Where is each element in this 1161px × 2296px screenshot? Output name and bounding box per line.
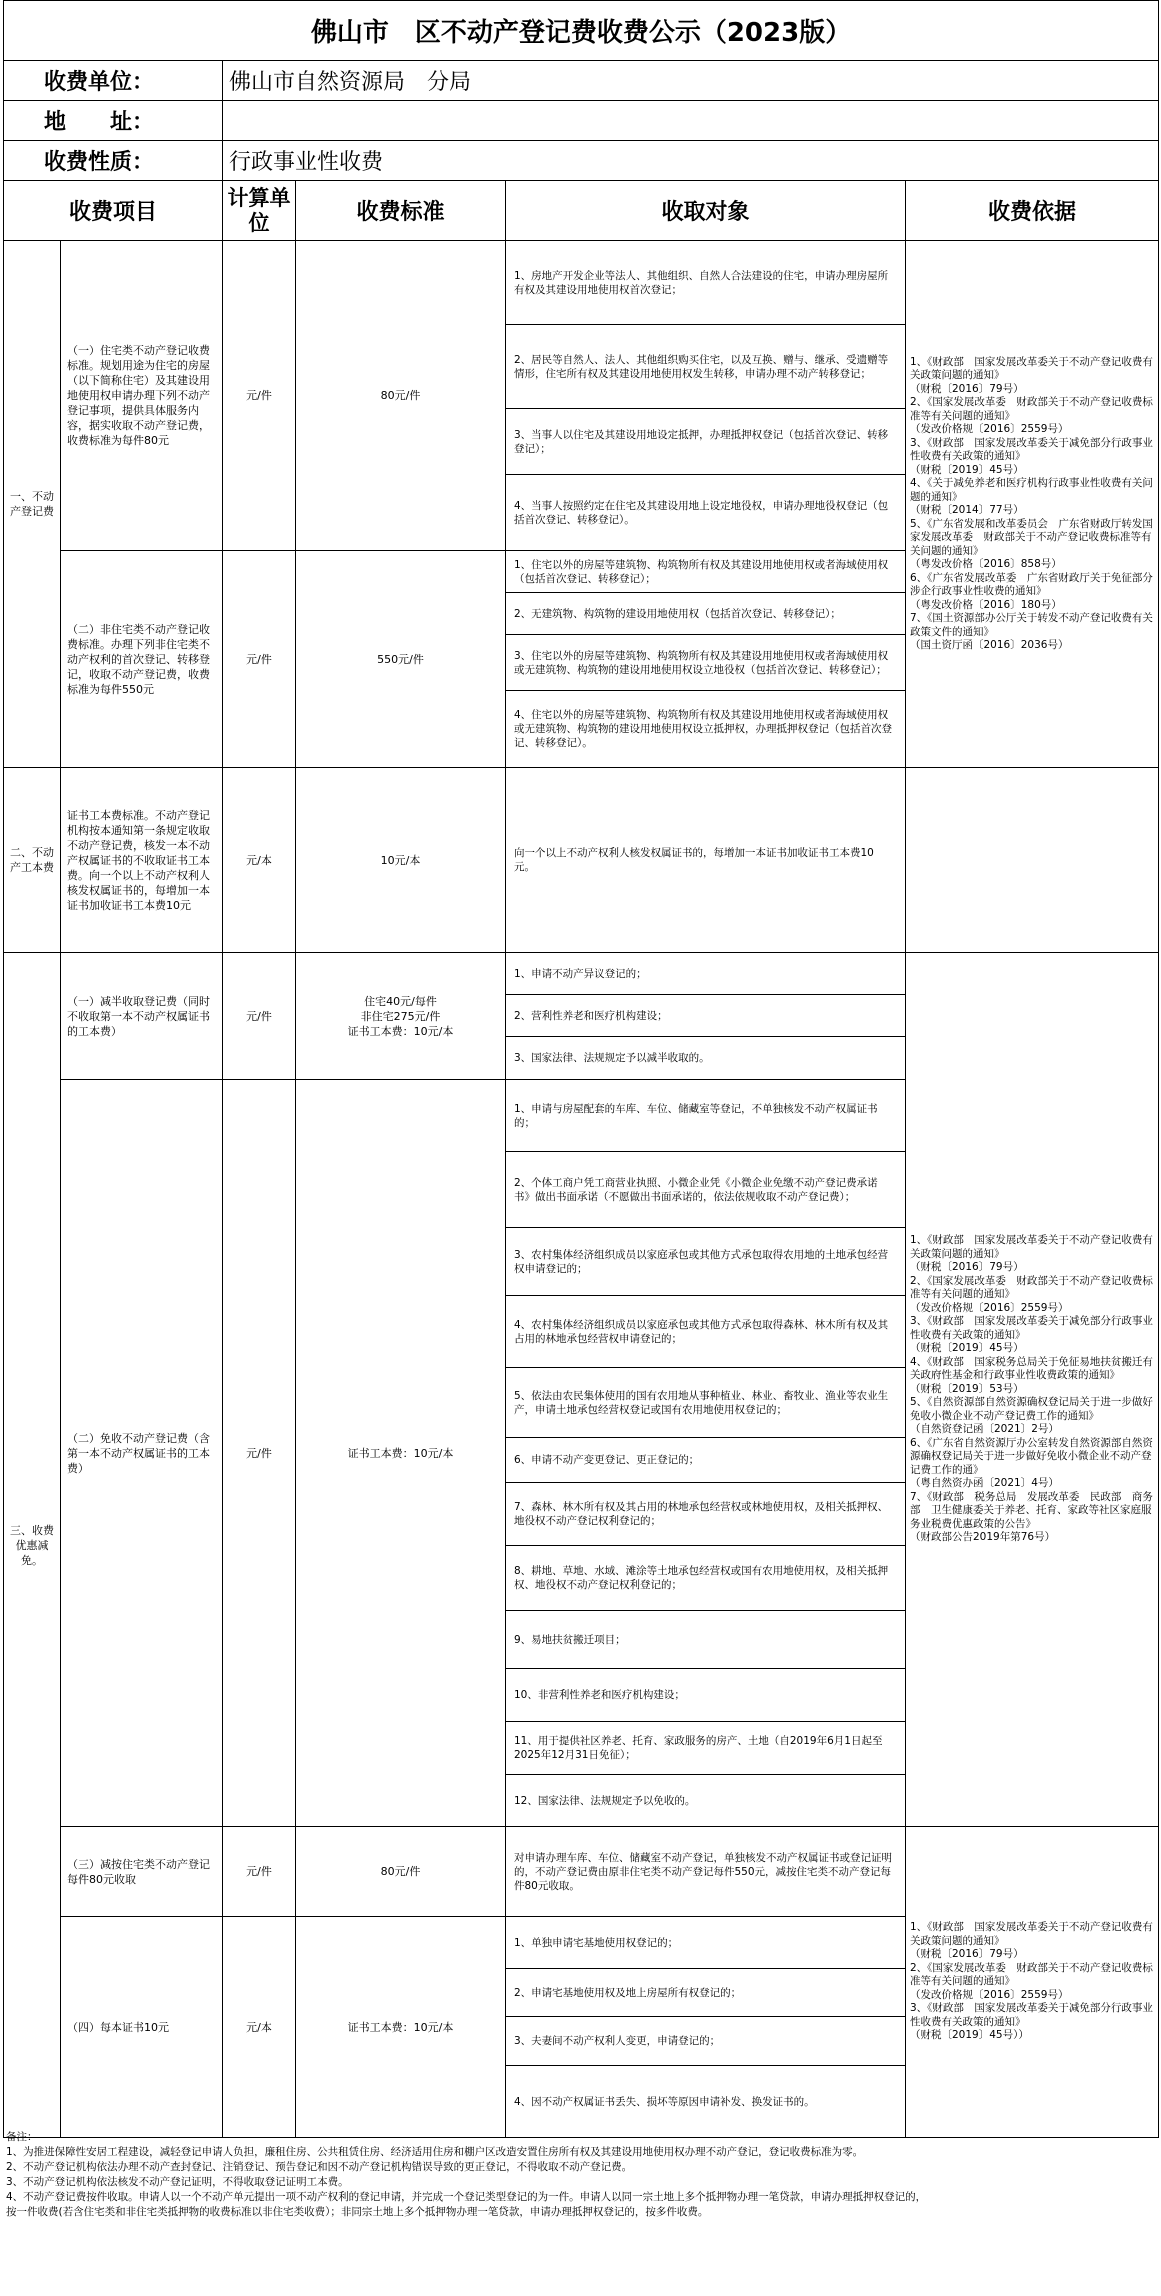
- unit-value: 佛山市自然资源局 分局: [223, 61, 1159, 101]
- object-per-cert-4: 4、因不动产权属证书丢失、损坏等原因申请补发、换发证书的。: [506, 2066, 906, 2138]
- basis-line: 2、《国家发展改革委 财政部关于不动产登记收费标准等有关问题的通知》: [910, 396, 1153, 422]
- basis-line: 5、《广东省发展和改革委员会 广东省财政厅转发国家发展改革委 财政部关于不动产登记收费标准等有关问题的通知》: [910, 517, 1153, 557]
- page-title: 佛山市 区不动产登记费收费公示（2023版）: [4, 1, 1159, 61]
- item-per-cert: （四）每本证书10元: [61, 1917, 223, 2138]
- item-reduced-80: （三）减按住宅类不动产登记每件80元收取: [61, 1827, 223, 1917]
- unit-reduced-80: 元/件: [223, 1827, 296, 1917]
- basis-line: 6、《广东省发展改革委 广东省财政厅关于免征部分涉企行政事业性收费的通知》: [910, 571, 1153, 597]
- note-line: 3、不动产登记机构依法核发不动产登记证明，不得收取登记证明工本费。: [6, 2176, 349, 2188]
- header-target: 收取对象: [506, 181, 906, 241]
- standard-reduced-80: 80元/件: [296, 1827, 506, 1917]
- object-exempt-1: 1、申请与房屋配套的车库、车位、储藏室等登记，不单独核发不动产权属证书的；: [506, 1080, 906, 1152]
- note-line: 按一件收费(若含住宅类和非住宅类抵押物的收费标准以非住宅类收费）；非同宗土地上多个抵押物办理一笔贷款，申请办理抵押权登记的，按多件收费。: [6, 2206, 709, 2218]
- basis-line: 1、《财政部 国家发展改革委关于不动产登记收费有关政策问题的通知》: [910, 1921, 1153, 1947]
- standard-exempt: 证书工本费：10元/本: [296, 1080, 506, 1827]
- object-exempt-10: 10、非营利性养老和医疗机构建设；: [506, 1669, 906, 1722]
- header-basis: 收费依据: [906, 181, 1159, 241]
- object-non-residential-4: 4、住宅以外的房屋等建筑物、构筑物所有权及其建设用地使用权或者海域使用权或无建筑物、构筑物的建设用地使用权设立抵押权，办理抵押权登记（包括首次登记、转移登记）。: [506, 691, 906, 768]
- basis-line: 7、《财政部 税务总局 发展改革委 民政部 商务部 卫生健康委关于养老、托育、家政等社区家庭服务业税费优惠政策的公告》: [910, 1490, 1153, 1530]
- category-registration-fee: 一、不动产登记费: [4, 241, 61, 768]
- basis-line: 6、《广东省自然资源厅办公室转发自然资源部自然资源确权登记局关于进一步做好免收小微企业不动产登记费工作的通》: [910, 1436, 1153, 1476]
- header-standard: 收费标准: [296, 181, 506, 241]
- note-line: 4、不动产登记费按件收取。申请人以一个不动产单元提出一项不动产权利的登记申请，并完成一个登记类型登记的为一件。申请人以同一宗土地上多个抵押物办理一笔贷款，申请办理抵押权登记的，: [6, 2191, 927, 2203]
- header-item: 收费项目: [4, 181, 223, 241]
- nature-value: 行政事业性收费: [223, 141, 1159, 181]
- note-line: 2、不动产登记机构依法办理不动产查封登记、注销登记、预告登记和因不动产登记机构错误导致的更正登记，不得收取不动产登记费。: [6, 2161, 633, 2173]
- unit-half-fee: 元/件: [223, 953, 296, 1080]
- standard-half-fee: [296, 953, 506, 1080]
- basis-line: （财税〔2019〕45号）: [910, 1342, 1024, 1355]
- basis-line: （财税〔2016〕79号）: [910, 382, 1024, 395]
- object-exempt-9: 9、易地扶贫搬迁项目；: [506, 1611, 906, 1669]
- unit-residential: 元/件: [223, 241, 296, 551]
- basis-line: （粤发改价格〔2016〕180号）: [910, 598, 1062, 611]
- standard-certificate: 10元/本: [296, 768, 506, 953]
- item-non-residential: （二）非住宅类不动产登记收费标准。办理下列非住宅类不动产权利的首次登记、转移登记，收取不动产登记费，收费标准为每件550元: [61, 551, 223, 768]
- object-non-residential-2: 2、无建筑物、构筑物的建设用地使用权（包括首次登记、转移登记）；: [506, 593, 906, 635]
- basis-line: 2、《国家发展改革委 财政部关于不动产登记收费标准等有关问题的通知》: [910, 1961, 1153, 1988]
- basis-line: （财税〔2014〕77号）: [910, 504, 1024, 516]
- note-line: 备注：: [6, 2131, 38, 2143]
- basis-reduction: [906, 953, 1159, 1827]
- object-exempt-6: 6、申请不动产变更登记、更正登记的；: [506, 1438, 906, 1483]
- basis-line: 2、《国家发展改革委 财政部关于不动产登记收费标准等有关问题的通知》: [910, 1274, 1153, 1301]
- basis-line: （粤自然资办函〔2021〕4号）: [910, 1477, 1059, 1490]
- notes: [6, 2130, 1154, 2220]
- basis-line: （粤发改价格〔2016〕858号）: [910, 558, 1062, 570]
- basis-line: 1、《财政部 国家发展改革委关于不动产登记收费有关政策问题的通知》: [910, 1234, 1153, 1260]
- basis-line: （自然资登记函〔2021〕2号）: [910, 1423, 1059, 1436]
- basis-reduced: [906, 1827, 1159, 2138]
- note-line: 1、为推进保障性安居工程建设，减轻登记申请人负担，廉租住房、公共租赁住房、经济适用住房和棚户区改造安置住房所有权及其建设用地使用权办理不动产登记，登记收费标准为零。: [6, 2146, 864, 2158]
- unit-label: 收费单位：: [4, 61, 223, 101]
- basis-line: （财税〔2019〕45号）: [910, 463, 1024, 476]
- unit-exempt: 元/件: [223, 1080, 296, 1827]
- basis-line: （国土资厅函〔2016〕2036号）: [910, 639, 1069, 651]
- object-half-fee-2: 2、营利性养老和医疗机构建设；: [506, 995, 906, 1037]
- object-exempt-3: 3、农村集体经济组织成员以家庭承包或其他方式承包取得农用地的土地承包经营权申请登记的；: [506, 1228, 906, 1296]
- object-certificate: 向一个以上不动产权利人核发权属证书的，每增加一本证书加收证书工本费10元。: [506, 768, 906, 953]
- unit-non-residential: 元/件: [223, 551, 296, 768]
- object-exempt-8: 8、耕地、草地、水域、滩涂等土地承包经营权或国有农用地使用权，及相关抵押权、地役权不动产登记权利登记的；: [506, 1546, 906, 1611]
- address-label: 地 址：: [4, 101, 223, 141]
- basis-line: （财税〔2019〕45号））: [910, 2029, 1029, 2042]
- object-residential-1: 1、房地产开发企业等法人、其他组织、自然人合法建设的住宅，申请办理房屋所有权及其建设用地使用权首次登记；: [506, 241, 906, 325]
- standard-non-residential: 550元/件: [296, 551, 506, 768]
- basis-line: 3、《财政部 国家发展改革委关于减免部分行政事业性收费有关政策的通知》: [910, 2002, 1153, 2028]
- basis-registration-fee: [906, 241, 1159, 768]
- object-residential-3: 3、当事人以住宅及其建设用地设定抵押，办理抵押权登记（包括首次登记、转移登记）；: [506, 409, 906, 475]
- basis-line: 3、《财政部 国家发展改革委关于减免部分行政事业性收费有关政策的通知》: [910, 1315, 1153, 1341]
- object-residential-4: 4、当事人按照约定在住宅及其建设用地上设定地役权，申请办理地役权登记（包括首次登记、转移登记）。: [506, 475, 906, 551]
- object-per-cert-3: 3、夫妻间不动产权利人变更，申请登记的；: [506, 2017, 906, 2066]
- basis-line: （发改价格规〔2016〕2559号）: [910, 1301, 1069, 1314]
- basis-line: （发改价格规〔2016〕2559号）: [910, 1988, 1069, 2001]
- object-per-cert-1: 1、单独申请宅基地使用权登记的；: [506, 1917, 906, 1969]
- basis-line: （财政部公告2019年第76号）: [910, 1531, 1056, 1544]
- basis-line: 1、《财政部 国家发展改革委关于不动产登记收费有关政策问题的通知》: [910, 355, 1153, 381]
- object-exempt-5: 5、依法由农民集体使用的国有农用地从事种植业、林业、畜牧业、渔业等农业生产，申请土地承包经营权登记或国有农用地使用权登记的；: [506, 1368, 906, 1438]
- item-exempt: （二）免收不动产登记费（含第一本不动产权属证书的工本费）: [61, 1080, 223, 1827]
- object-reduced-80: 对申请办理车库、车位、储藏室不动产登记，单独核发不动产权属证书或登记证明的，不动产登记费由原非住宅类不动产登记每件550元，减按住宅类不动产登记每件80元收取。: [506, 1827, 906, 1917]
- item-half-fee: （一）减半收取登记费（同时不收取第一本不动产权属证书的工本费）: [61, 953, 223, 1080]
- object-half-fee-1: 1、申请不动产异议登记的；: [506, 953, 906, 995]
- object-exempt-4: 4、农村集体经济组织成员以家庭承包或其他方式承包取得森林、林木所有权及其占用的林地承包经营权申请登记的；: [506, 1296, 906, 1368]
- basis-line: 5、《自然资源部自然资源确权登记局关于进一步做好免收小微企业不动产登记费工作的通知》: [910, 1396, 1153, 1422]
- object-residential-2: 2、居民等自然人、法人、其他组织购买住宅，以及互换、赠与、继承、受遗赠等情形，住宅所有权及其建设用地使用权发生转移，申请办理不动产转移登记；: [506, 325, 906, 409]
- standard-residential: 80元/件: [296, 241, 506, 551]
- category-reduction: 三、收费优惠减免。: [4, 953, 61, 2138]
- item-certificate: 证书工本费标准。不动产登记机构按本通知第一条规定收取不动产登记费，核发一本不动产权属证书的不收取证书工本费。向一个以上不动产权利人核发权属证书的，每增加一本证书加收证书工本费10元: [61, 768, 223, 953]
- object-exempt-2: 2、个体工商户凭工商营业执照、小微企业凭《小微企业免缴不动产登记费承诺书》做出书面承诺（不愿做出书面承诺的，依法依规收取不动产登记费）；: [506, 1152, 906, 1228]
- item-residential: （一）住宅类不动产登记收费标准。规划用途为住宅的房屋（以下简称住宅）及其建设用地使用权申请办理下列不动产登记事项，提供具体服务内容，据实收取不动产登记费，收费标准为每件80元: [61, 241, 223, 551]
- address-value: [223, 101, 1159, 141]
- object-non-residential-3: 3、住宅以外的房屋等建筑物、构筑物所有权及其建设用地使用权或者海域使用权或无建筑物、构筑物的建设用地使用权设立地役权（包括首次登记、转移登记）；: [506, 635, 906, 691]
- basis-line: （发改价格规〔2016〕2559号）: [910, 423, 1069, 435]
- unit-per-cert: 元/本: [223, 1917, 296, 2138]
- basis-line: （财税〔2016〕79号）: [910, 1948, 1024, 1961]
- basis-line: 4、《关于减免养老和医疗机构行政事业性收费有关问题的通知》: [910, 477, 1153, 503]
- unit-certificate: 元/本: [223, 768, 296, 953]
- basis-line: 3、《财政部 国家发展改革委关于减免部分行政事业性收费有关政策的通知》: [910, 436, 1153, 462]
- object-non-residential-1: 1、住宅以外的房屋等建筑物、构筑物所有权及其建设用地使用权或者海域使用权（包括首次登记、转移登记）；: [506, 551, 906, 593]
- fee-table: [3, 0, 1159, 2138]
- object-per-cert-2: 2、申请宅基地使用权及地上房屋所有权登记的；: [506, 1969, 906, 2017]
- header-unit: 计算单位: [223, 181, 296, 241]
- standard-half-fee-line: 住宅40元/每件: [364, 994, 437, 1008]
- basis-line: 4、《财政部 国家税务总局关于免征易地扶贫搬迁有关政府性基金和行政事业性收费政策的通知》: [910, 1355, 1153, 1382]
- category-certificate-fee: 二、不动产工本费: [4, 768, 61, 953]
- standard-half-fee-line: 非住宅275元/件: [360, 1009, 441, 1023]
- object-exempt-11: 11、用于提供社区养老、托育、家政服务的房产、土地（自2019年6月1日起至2025年12月31日免征）；: [506, 1722, 906, 1775]
- object-exempt-7: 7、森林、林木所有权及其占用的林地承包经营权或林地使用权，及相关抵押权、地役权不动产登记权利登记的；: [506, 1483, 906, 1546]
- basis-line: （财税〔2016〕79号）: [910, 1261, 1024, 1274]
- standard-half-fee-line: 证书工本费：10元/本: [347, 1024, 454, 1038]
- basis-line: 7、《国土资源部办公厅关于转发不动产登记收费有关政策文件的通知》: [910, 612, 1153, 638]
- object-exempt-12: 12、国家法律、法规规定予以免收的。: [506, 1775, 906, 1827]
- basis-line: （财税〔2019〕53号）: [910, 1382, 1024, 1395]
- object-half-fee-3: 3、国家法律、法规规定予以减半收取的。: [506, 1037, 906, 1080]
- standard-per-cert: 证书工本费：10元/本: [296, 1917, 506, 2138]
- nature-label: 收费性质：: [4, 141, 223, 181]
- basis-certificate: [906, 768, 1159, 953]
